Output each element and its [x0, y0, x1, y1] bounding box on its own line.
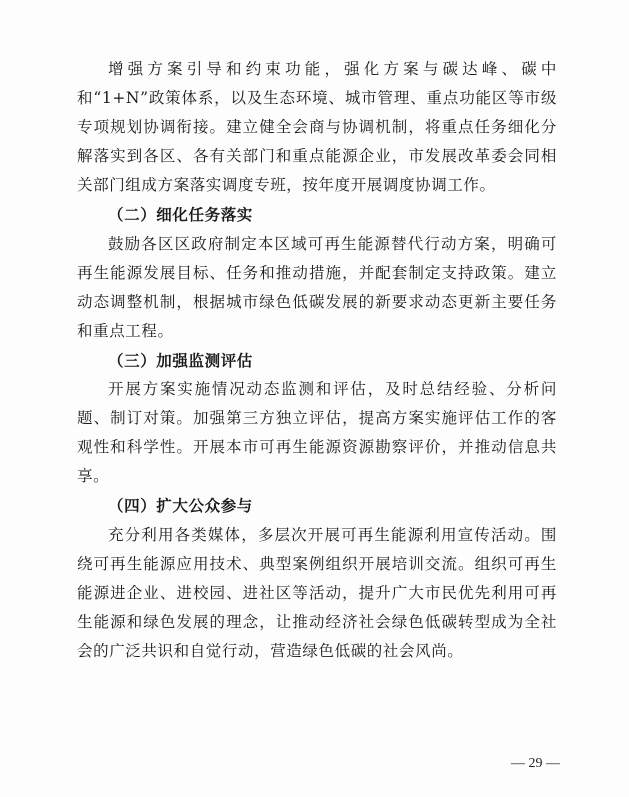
page-number: — 29 —: [511, 756, 560, 771]
section-heading-public-participation: （四）扩大公众参与: [108, 496, 253, 516]
paragraph-public-participation: 充分利用各类媒体，多层次开展可再生能源利用宣传活动。围绕可再生能源应用技术、典型案例组织开展培训交流。组织可再生能源进企业、进校园、进社区等活动，提升广大市民优先利用可再生能源和绿色发展的理念，让推动经济社会绿色低碳转型成为全社会的广泛共识和自觉行动，营造绿色低碳的社会风尚。: [77, 525, 557, 660]
section-heading-monitoring: （三）加强监测评估: [108, 350, 253, 370]
paragraph-coordination: 增强方案引导和约束功能，强化方案与碳达峰、碳中和“1+N”政策体系，以及生态环境、城市管理、重点功能区等市级专项规划协调衔接。建立健全会商与协调机制，将重点任务细化分解落实到各区、各有关部门和重点能源企业，市发展改革委会同相关部门组成方案落实调度专班，按年度开展调度协调工作。: [77, 60, 557, 195]
paragraph-monitoring: 开展方案实施情况动态监测和评估，及时总结经验、分析问题、制订对策。加强第三方独立评估，提高方案实施评估工作的客观性和科学性。开展本市可再生能源资源勘察评价，并推动信息共享。: [77, 380, 557, 486]
document-body: [77, 55, 557, 666]
section-heading-refine-tasks: （二）细化任务落实: [108, 205, 253, 225]
paragraph-refine-tasks: 鼓励各区区政府制定本区域可再生能源替代行动方案，明确可再生能源发展目标、任务和推动措施，并配套制定支持政策。建立动态调整机制，根据城市绿色低碳发展的新要求动态更新主要任务和重点工程。: [77, 234, 557, 340]
